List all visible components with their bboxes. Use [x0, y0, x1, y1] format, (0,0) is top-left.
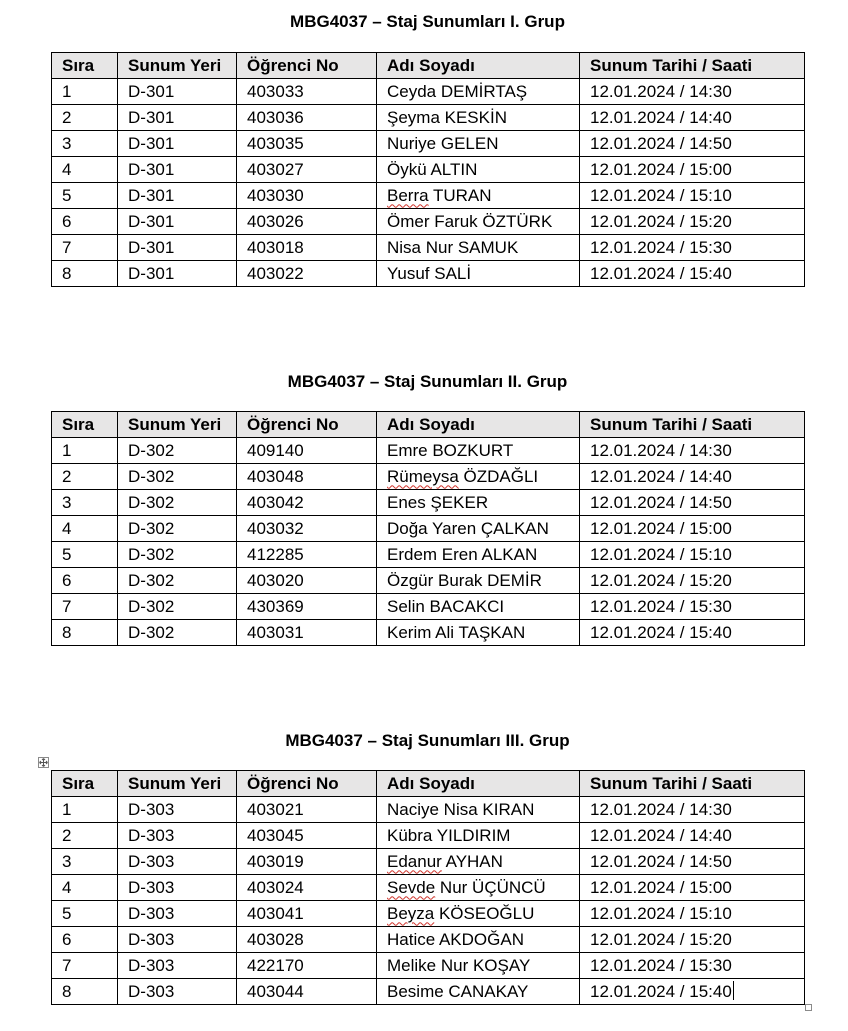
cell-sunum-yeri[interactable]: D-301 [118, 235, 237, 261]
cell-sira[interactable]: 7 [52, 594, 118, 620]
cell-sira[interactable]: 5 [52, 183, 118, 209]
cell-ogrenci-no[interactable]: 403024 [237, 875, 377, 901]
cell-adi-soyadi[interactable]: Kerim Ali TAŞKAN [377, 620, 580, 646]
table-row [52, 79, 805, 105]
header-sira: Sıra [52, 412, 118, 438]
group-2-table [51, 411, 805, 646]
cell-sunum-yeri[interactable]: D-301 [118, 79, 237, 105]
table-move-handle-icon[interactable] [38, 757, 49, 768]
cell-sira[interactable]: 4 [52, 516, 118, 542]
cell-ogrenci-no[interactable]: 403030 [237, 183, 377, 209]
cell-adi-soyadi[interactable]: Enes ŞEKER [377, 490, 580, 516]
cell-adi-soyadi[interactable]: Erdem Eren ALKAN [377, 542, 580, 568]
cell-adi-soyadi[interactable]: Sevde Nur ÜÇÜNCÜ [377, 875, 580, 901]
cell-sira[interactable]: 2 [52, 823, 118, 849]
cell-sunum-tarihi[interactable]: 12.01.2024 / 14:30 [580, 438, 805, 464]
header-sunum-tarihi: Sunum Tarihi / Saati [580, 412, 805, 438]
cell-sira[interactable]: 6 [52, 568, 118, 594]
cell-ogrenci-no[interactable]: 403031 [237, 620, 377, 646]
cell-sira[interactable]: 1 [52, 438, 118, 464]
cell-adi-soyadi[interactable]: Yusuf SALİ [377, 261, 580, 287]
cell-sunum-yeri[interactable]: D-303 [118, 953, 237, 979]
table-row [52, 131, 805, 157]
cell-adi-soyadi[interactable]: Beyza KÖSEOĞLU [377, 901, 580, 927]
cell-adi-soyadi[interactable]: Doğa Yaren ÇALKAN [377, 516, 580, 542]
cell-adi-soyadi[interactable]: Melike Nur KOŞAY [377, 953, 580, 979]
table-row [52, 209, 805, 235]
table-row [52, 157, 805, 183]
cell-sunum-yeri[interactable]: D-302 [118, 568, 237, 594]
header-sunum-yeri: Sunum Yeri [118, 412, 237, 438]
cell-sunum-tarihi[interactable]: 12.01.2024 / 14:30 [580, 79, 805, 105]
cell-adi-soyadi[interactable]: Naciye Nisa KIRAN [377, 797, 580, 823]
cell-ogrenci-no[interactable]: 430369 [237, 594, 377, 620]
cell-sira[interactable]: 1 [52, 79, 118, 105]
cell-sira[interactable]: 8 [52, 620, 118, 646]
cell-sunum-yeri[interactable]: D-302 [118, 516, 237, 542]
table-row [52, 261, 805, 287]
cell-ogrenci-no[interactable]: 403036 [237, 105, 377, 131]
table-row [52, 183, 805, 209]
table-row [52, 568, 805, 594]
cell-sunum-tarihi[interactable]: 12.01.2024 / 14:40 [580, 105, 805, 131]
cell-sira[interactable]: 6 [52, 209, 118, 235]
cell-sunum-tarihi[interactable]: 12.01.2024 / 15:10 [580, 901, 805, 927]
cell-sunum-tarihi[interactable]: 12.01.2024 / 14:40 [580, 823, 805, 849]
header-ogrenci-no: Öğrenci No [237, 53, 377, 79]
cell-adi-soyadi[interactable]: Öykü ALTIN [377, 157, 580, 183]
spellcheck-flagged-word: Sevde [387, 877, 436, 897]
table-row [52, 490, 805, 516]
cell-sira[interactable]: 5 [52, 542, 118, 568]
cell-ogrenci-no[interactable]: 403042 [237, 490, 377, 516]
cell-sira[interactable]: 5 [52, 901, 118, 927]
group-1-body [52, 79, 805, 287]
table-row [52, 438, 805, 464]
group-3-body [52, 797, 805, 1005]
cell-sunum-tarihi[interactable]: 12.01.2024 / 14:50 [580, 490, 805, 516]
cell-adi-soyadi[interactable]: Ömer Faruk ÖZTÜRK [377, 209, 580, 235]
cell-ogrenci-no[interactable]: 403028 [237, 927, 377, 953]
cell-sunum-yeri[interactable]: D-301 [118, 157, 237, 183]
table-resize-handle-icon[interactable] [805, 1004, 812, 1011]
cell-sunum-yeri[interactable]: D-301 [118, 183, 237, 209]
cell-sira[interactable]: 8 [52, 261, 118, 287]
cell-sunum-yeri[interactable]: D-302 [118, 594, 237, 620]
cell-adi-soyadi[interactable]: Nisa Nur SAMUK [377, 235, 580, 261]
header-sunum-tarihi: Sunum Tarihi / Saati [580, 771, 805, 797]
cell-ogrenci-no[interactable]: 409140 [237, 438, 377, 464]
cell-sunum-tarihi[interactable]: 12.01.2024 / 15:40 [580, 620, 805, 646]
table-row [52, 516, 805, 542]
cell-sunum-tarihi[interactable]: 12.01.2024 / 15:20 [580, 209, 805, 235]
table-row [52, 235, 805, 261]
cell-sira[interactable]: 3 [52, 849, 118, 875]
table-header-row [52, 412, 805, 438]
header-sunum-yeri: Sunum Yeri [118, 53, 237, 79]
cell-ogrenci-no[interactable]: 403032 [237, 516, 377, 542]
cell-sunum-tarihi[interactable]: 12.01.2024 / 15:00 [580, 516, 805, 542]
cell-adi-soyadi[interactable]: Selin BACAKCI [377, 594, 580, 620]
group-2-title: MBG4037 – Staj Sunumları II. Grup [287, 372, 568, 391]
cell-adi-soyadi[interactable]: Şeyma KESKİN [377, 105, 580, 131]
cell-ogrenci-no[interactable]: 403018 [237, 235, 377, 261]
cell-sira[interactable]: 7 [52, 235, 118, 261]
cell-adi-soyadi[interactable]: Özgür Burak DEMİR [377, 568, 580, 594]
table-row [52, 464, 805, 490]
cell-sunum-tarihi[interactable]: 12.01.2024 / 15:40 [580, 261, 805, 287]
table-row [52, 105, 805, 131]
cell-ogrenci-no[interactable]: 403035 [237, 131, 377, 157]
cell-ogrenci-no[interactable]: 403033 [237, 79, 377, 105]
table-row [52, 901, 805, 927]
cell-sira[interactable]: 2 [52, 464, 118, 490]
cell-ogrenci-no[interactable]: 403026 [237, 209, 377, 235]
cell-ogrenci-no[interactable]: 403021 [237, 797, 377, 823]
cell-sunum-tarihi[interactable]: 12.01.2024 / 15:00 [580, 157, 805, 183]
cell-sunum-yeri[interactable]: D-302 [118, 490, 237, 516]
table-row [52, 797, 805, 823]
cell-sira[interactable]: 8 [52, 979, 118, 1005]
cell-adi-soyadi[interactable]: Rümeysa ÖZDAĞLI [377, 464, 580, 490]
spellcheck-flagged-word: Rümeysa [387, 466, 459, 486]
cell-sira[interactable]: 3 [52, 131, 118, 157]
cell-sira[interactable]: 1 [52, 797, 118, 823]
cell-ogrenci-no[interactable]: 403022 [237, 261, 377, 287]
cell-ogrenci-no[interactable]: 403045 [237, 823, 377, 849]
cell-sira[interactable]: 4 [52, 157, 118, 183]
cell-sunum-tarihi[interactable]: 12.01.2024 / 15:30 [580, 235, 805, 261]
table-header-row [52, 771, 805, 797]
text-cursor [733, 981, 734, 1000]
cell-sira[interactable]: 4 [52, 875, 118, 901]
cell-sunum-tarihi[interactable]: 12.01.2024 / 15:20 [580, 568, 805, 594]
cell-ogrenci-no[interactable]: 403048 [237, 464, 377, 490]
cell-adi-soyadi[interactable]: Edanur AYHAN [377, 849, 580, 875]
cell-sira[interactable]: 7 [52, 953, 118, 979]
cell-adi-soyadi[interactable]: Ceyda DEMİRTAŞ [377, 79, 580, 105]
table-row [52, 849, 805, 875]
cell-adi-soyadi[interactable]: Kübra YILDIRIM [377, 823, 580, 849]
table-row [52, 953, 805, 979]
cell-adi-soyadi[interactable]: Emre BOZKURT [377, 438, 580, 464]
spellcheck-flagged-word: Beyza [387, 903, 435, 923]
header-sunum-yeri: Sunum Yeri [118, 771, 237, 797]
cell-sunum-yeri[interactable]: D-303 [118, 901, 237, 927]
cell-ogrenci-no[interactable]: 403044 [237, 979, 377, 1005]
cell-sira[interactable]: 2 [52, 105, 118, 131]
cell-sunum-yeri[interactable]: D-302 [118, 438, 237, 464]
header-adi-soyadi: Adı Soyadı [377, 412, 580, 438]
cell-sunum-yeri[interactable]: D-302 [118, 464, 237, 490]
group-3-table [51, 770, 805, 1005]
cell-sunum-yeri[interactable]: D-303 [118, 927, 237, 953]
table-row [52, 979, 805, 1005]
cell-sunum-tarihi[interactable]: 12.01.2024 / 15:30 [580, 953, 805, 979]
cell-ogrenci-no[interactable]: 422170 [237, 953, 377, 979]
cell-sunum-yeri[interactable]: D-303 [118, 823, 237, 849]
header-adi-soyadi: Adı Soyadı [377, 53, 580, 79]
table-header-row [52, 53, 805, 79]
cell-sunum-tarihi[interactable]: 12.01.2024 / 14:50 [580, 131, 805, 157]
table-row [52, 542, 805, 568]
cell-sunum-yeri[interactable]: D-301 [118, 261, 237, 287]
spellcheck-flagged-word: Edanur [387, 851, 442, 871]
cell-sunum-yeri[interactable]: D-303 [118, 979, 237, 1005]
header-ogrenci-no: Öğrenci No [237, 771, 377, 797]
cell-sira[interactable]: 3 [52, 490, 118, 516]
cell-adi-soyadi[interactable]: Hatice AKDOĞAN [377, 927, 580, 953]
header-sira: Sıra [52, 771, 118, 797]
cell-ogrenci-no[interactable]: 403019 [237, 849, 377, 875]
cell-sunum-yeri[interactable]: D-303 [118, 875, 237, 901]
cell-sunum-yeri[interactable]: D-301 [118, 209, 237, 235]
table-row [52, 875, 805, 901]
cell-ogrenci-no[interactable]: 403020 [237, 568, 377, 594]
header-sunum-tarihi: Sunum Tarihi / Saati [580, 53, 805, 79]
cell-sunum-tarihi[interactable]: 12.01.2024 / 15:00 [580, 875, 805, 901]
cell-sira[interactable]: 6 [52, 927, 118, 953]
cell-ogrenci-no[interactable]: 412285 [237, 542, 377, 568]
cell-adi-soyadi[interactable]: Besime CANAKAY [377, 979, 580, 1005]
spellcheck-flagged-word: Berra [387, 185, 429, 205]
cell-adi-soyadi[interactable]: Berra TURAN [377, 183, 580, 209]
cell-sunum-tarihi[interactable]: 12.01.2024 / 14:30 [580, 797, 805, 823]
cell-sunum-yeri[interactable]: D-301 [118, 131, 237, 157]
group-3-title: MBG4037 – Staj Sunumları III. Grup [285, 731, 570, 750]
header-ogrenci-no: Öğrenci No [237, 412, 377, 438]
cell-sunum-tarihi[interactable]: 12.01.2024 / 15:10 [580, 183, 805, 209]
cell-sunum-tarihi[interactable]: 12.01.2024 / 14:40 [580, 464, 805, 490]
cell-sunum-yeri[interactable]: D-301 [118, 105, 237, 131]
cell-sunum-tarihi[interactable]: 12.01.2024 / 14:50 [580, 849, 805, 875]
group-1-title: MBG4037 – Staj Sunumları I. Grup [290, 12, 565, 31]
group-1-table [51, 52, 805, 287]
cell-adi-soyadi[interactable]: Nuriye GELEN [377, 131, 580, 157]
cell-sunum-yeri[interactable]: D-302 [118, 542, 237, 568]
cell-sunum-tarihi[interactable]: 12.01.2024 / 15:40 [580, 979, 805, 1005]
table-row [52, 594, 805, 620]
cell-sunum-yeri[interactable]: D-302 [118, 620, 237, 646]
table-row [52, 823, 805, 849]
cell-sunum-tarihi[interactable]: 12.01.2024 / 15:30 [580, 594, 805, 620]
header-adi-soyadi: Adı Soyadı [377, 771, 580, 797]
group-2-body [52, 438, 805, 646]
table-row [52, 927, 805, 953]
table-row [52, 620, 805, 646]
cell-sunum-tarihi[interactable]: 12.01.2024 / 15:20 [580, 927, 805, 953]
cell-sunum-tarihi[interactable]: 12.01.2024 / 15:10 [580, 542, 805, 568]
header-sira: Sıra [52, 53, 118, 79]
cell-ogrenci-no[interactable]: 403027 [237, 157, 377, 183]
cell-sunum-yeri[interactable]: D-303 [118, 797, 237, 823]
cell-sunum-yeri[interactable]: D-303 [118, 849, 237, 875]
cell-ogrenci-no[interactable]: 403041 [237, 901, 377, 927]
